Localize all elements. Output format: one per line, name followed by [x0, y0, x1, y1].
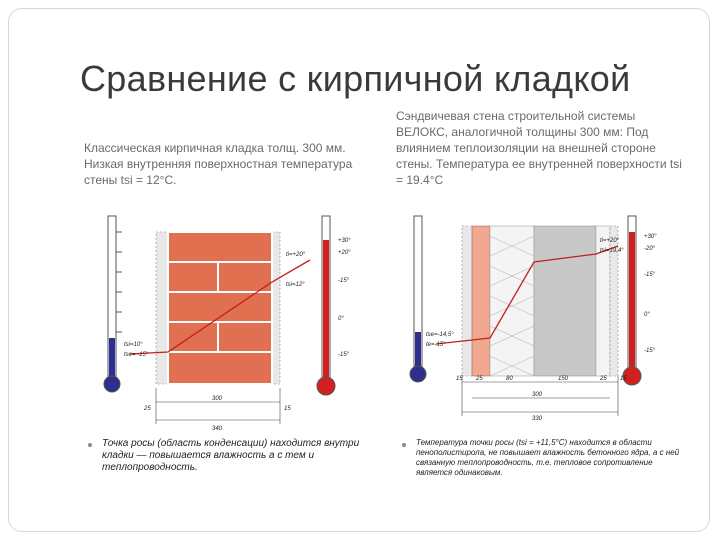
slide-title: Сравнение с кирпичной кладкой	[80, 58, 631, 99]
outside-temp-label: te=-15°	[426, 342, 446, 348]
warm-thermometer	[623, 216, 641, 385]
cold-thermometer	[104, 216, 122, 392]
scale-label: -15°	[338, 278, 350, 284]
warm-thermometer	[317, 216, 335, 395]
dim-label: 15	[456, 376, 463, 382]
outside-surface-label: tsi=10°	[124, 342, 143, 348]
scale-label: -20°	[644, 246, 656, 252]
outside-temp-label: tse= -15°	[124, 352, 149, 358]
dim-left-label: 25	[144, 406, 151, 412]
dim-wall-label: 300	[212, 396, 223, 402]
surface-temp-label: tsi=12°	[286, 282, 305, 288]
inside-temp-label: ti=+20°	[600, 238, 620, 244]
scale-label: +20°	[338, 250, 351, 256]
scale-label: 0°	[338, 316, 344, 322]
inside-temp-label: ti=+20°	[286, 252, 306, 258]
right-note: Температура точки росы (tsi = +11,5°C) находится в области пенополистирола, не повышает влажность бетонного ядра, а с ней связанную теплопроводность, т.е. тепловое сопротивление является одинаковым.	[416, 438, 680, 477]
dim-total-label: 330	[532, 416, 543, 422]
scale-label: -15°	[644, 348, 656, 354]
left-note: Точка росы (область конденсации) находится внутри кладки — повышается влажность а с тем и теплопроводность.	[102, 438, 360, 473]
dim-label: 25	[476, 376, 483, 382]
dim-right-label: 15	[284, 406, 291, 412]
brick-wall-diagram	[100, 212, 370, 434]
left-caption: Классическая кирпичная кладка толщ. 300 мм. Низкая внутренняя поверхностная температура стены tsi = 12°C.	[84, 141, 353, 187]
dim-label: 25	[600, 376, 607, 382]
scale-label: 0°	[644, 312, 650, 318]
dim-label: 80	[506, 376, 513, 382]
dim-wall-label: 300	[532, 392, 543, 398]
bullet-icon	[88, 443, 92, 447]
dim-label: 150	[558, 376, 569, 382]
surface-temp-label: tsi=19,4°	[600, 248, 624, 254]
outside-surface-label: tse=-14,5°	[426, 332, 454, 338]
dim-label: 15	[620, 376, 627, 382]
bullet-icon	[402, 443, 406, 447]
dim-total-label: 340	[212, 426, 223, 432]
cold-thermometer	[410, 216, 426, 382]
sandwich-wall-diagram	[406, 212, 676, 424]
scale-label: +30°	[338, 238, 351, 244]
scale-label: +30°	[644, 234, 657, 240]
scale-label: -15°	[338, 352, 350, 358]
scale-label: -15°	[644, 272, 656, 278]
right-caption: Сэндвичевая стена строительной системы ВЕЛОКС, аналогичной толщины 300 мм: Под влиянием теплоизоляции на внешней стороне стены. Температура ее внутренней поверхности tsi = 19.4°C	[396, 109, 682, 187]
brick-masonry	[168, 232, 272, 384]
